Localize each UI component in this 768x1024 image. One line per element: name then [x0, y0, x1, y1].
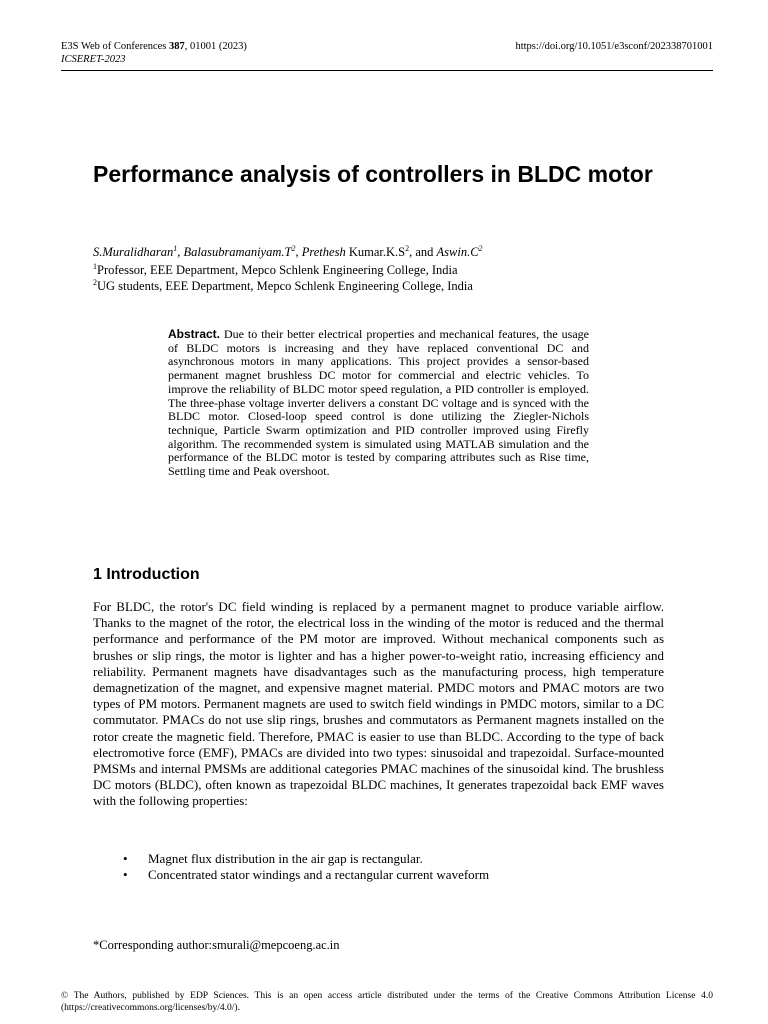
affiliation-2: [93, 278, 708, 294]
journal-issue-year: , 01001 (2023): [184, 41, 247, 52]
author-affiliation-mark: 2: [291, 243, 296, 253]
author-list: [93, 244, 708, 260]
affiliation-1: [93, 262, 708, 278]
author-separator: ,: [295, 245, 302, 259]
abstract: [168, 328, 589, 479]
journal-citation: [61, 40, 247, 53]
list-item: [93, 851, 664, 867]
author-name: Kumar.K.S: [345, 245, 406, 259]
list-item-text: Magnet flux distribution in the air gap is rectangular.: [148, 851, 423, 866]
author-name: Balasubramaniyam.T: [183, 245, 292, 259]
list-item-text: Concentrated stator windings and a rectangular current waveform: [148, 867, 490, 883]
journal-name: E3S Web of Conferences: [61, 41, 170, 52]
introduction-paragraph: For BLDC, the rotor's DC field winding is replaced by a permanent magnet to produce variable airflow. Thanks to the magnet of the rotor, the electrical loss in the winding of the motor is reduced and the thermal performance and performance of the PM motor are improved. Without mechanical components such as brushes or slip rings, the motor is lighter and has a higher power-to-weight ratio, increasing efficiency and reliability. Permanent magnets have disadvantages such as the manufacturing process, high temperature demagnetization of the magnet, and expensive magnet material. PMDC motors and PMAC motors are two types of PM motors. Permanent magnets are used to switch field windings in PMDC motors, similar to a DC commutator. PMACs do not use slip rings, brushes and commutators as Permanent magnets installed on the rotor create the magnetic field. Therefore, PMAC is easier to use than BLDC. According to the type of back electromotive force (EMF), PMACs are divided into two types: sinusoidal and trapezoidal. Surface-mounted PMSMs and internal PMSMs are additional categories PMAC machines of the sinusoidal kind. The brushless DC motors (BLDC), often known as trapezoidal BLDC machines, It generates trapezoidal back EMF waves with the following properties:: [93, 599, 664, 809]
header-row: [61, 40, 713, 53]
conference-name: ICSERET-2023: [61, 54, 126, 65]
author-name: Aswin.C: [436, 245, 479, 259]
affiliation-mark: 2: [93, 277, 97, 287]
license-notice: © The Authors, published by EDP Sciences. This is an open access article distributed under the terms of the Creative Commons Attribution License 4.0 (https://creativecommons.org/licenses/by/4.0/).: [61, 991, 713, 1013]
author-separator: , and: [409, 245, 437, 259]
author-affiliation-mark: 1: [173, 243, 178, 253]
affiliation-mark: 1: [93, 261, 97, 271]
affiliation-text: UG students, EEE Department, Mepco Schlenk Engineering College, India: [97, 279, 473, 293]
bullet-icon: •: [123, 851, 128, 866]
author-name: Prethesh: [301, 245, 346, 259]
doi-link[interactable]: https://doi.org/10.1051/e3sconf/202338701001: [515, 41, 713, 52]
affiliation-text: Professor, EEE Department, Mepco Schlenk Engineering College, India: [97, 263, 458, 277]
section-heading-introduction: 1 Introduction: [93, 566, 200, 583]
author-affiliation-mark: 2: [405, 243, 410, 253]
author-separator: ,: [177, 245, 184, 259]
abstract-text: Due to their better electrical properties and mechanical features, the usage of BLDC motors is increasing and they have replaced conventional DC and asynchronous motors in many applications. This project provides a sensor-based permanent magnet brushless DC motor for commercial and electric vehicles. To improve the reliability of BLDC motor speed regulation, a PID controller is employed. The three-phase voltage inverter delivers a constant DC voltage and is synced with the BLDC motor. Closed-loop speed control is done utilizing the Ziegler-Nichols technique, Particle Swarm optimization and PID controller improved using Firefly algorithm. The recommended system is simulated using MATLAB simulation and the performance of the BLDC motor is tested by comparing attributes such as Rise time, Settling time and Peak overshoot.: [168, 327, 589, 479]
journal-volume: 387: [169, 41, 185, 52]
author-affiliation-mark: 2: [478, 243, 483, 253]
list-item: [93, 867, 664, 883]
abstract-label: Abstract.: [168, 327, 221, 341]
author-name: S.Muralidharan: [93, 245, 174, 259]
bullet-icon: •: [123, 867, 128, 883]
paper-title: Performance analysis of controllers in BLDC motor: [93, 161, 653, 187]
page-header: [61, 40, 713, 71]
bullet-list: [93, 851, 664, 883]
corresponding-author: *Corresponding author:smurali@mepcoeng.ac.in: [93, 938, 340, 952]
